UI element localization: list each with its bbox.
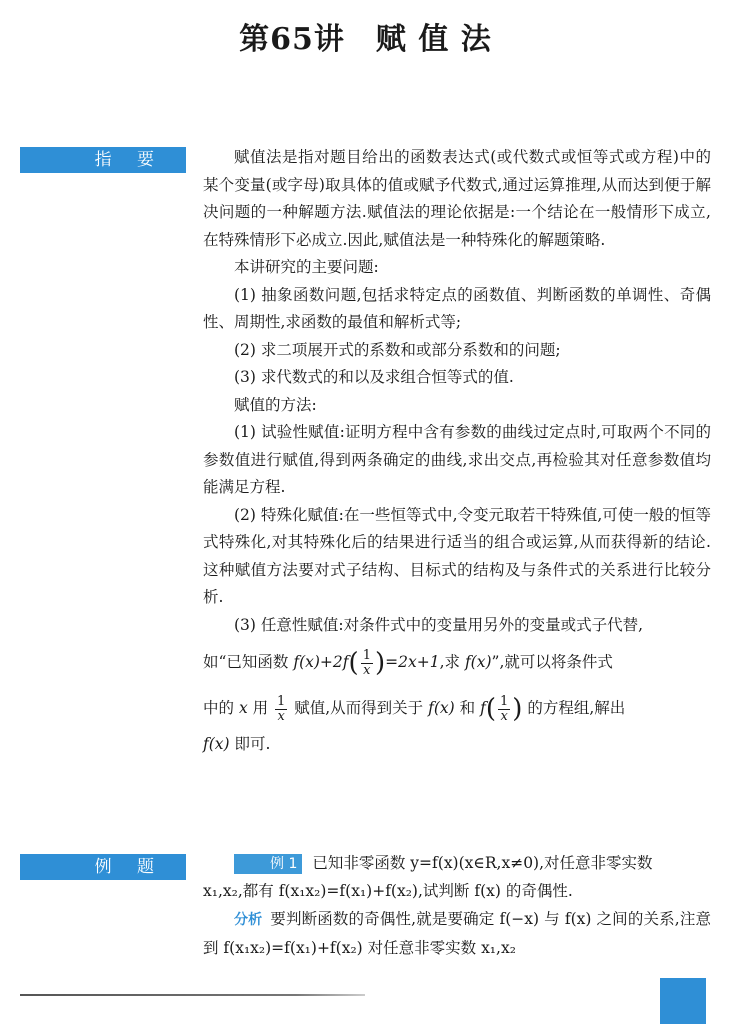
example-problem-line: x₁,x₂,都有 f(x₁x₂)=f(x₁)+f(x₂),试判断 f(x) 的奇偶性. xyxy=(203,882,573,900)
example-analysis xyxy=(203,905,711,962)
summary-paragraph: 本讲研究的主要问题: xyxy=(234,258,379,276)
fraction-denominator: x xyxy=(363,662,371,678)
summary-paragraph: 赋值的方法: xyxy=(234,395,317,414)
right-paren: ) xyxy=(512,694,523,724)
summary-paragraph: 赋值法是指对题目给出的函数表达式(或代数式或恒等式或方程)中的某个变量(或字母)取具体的值或赋予代数式,通过运算推理,从而达到便于解决问题的一种解题方法.赋值法的理论依据是:一个结论在一般情形下成立,在特殊情形下必成立.因此,赋值法是一种特殊化的解题策略. xyxy=(203,148,711,249)
fraction-numerator: 1 xyxy=(362,647,371,663)
math-example-line xyxy=(203,685,711,731)
section-label-examples: 例 题 xyxy=(20,854,186,880)
fraction xyxy=(275,695,287,724)
text-span: 用 xyxy=(247,699,274,717)
example-content xyxy=(203,849,711,962)
example-problem xyxy=(203,849,711,877)
fraction-denominator: x xyxy=(500,708,508,724)
fraction xyxy=(498,695,510,724)
page-corner-tab xyxy=(660,978,706,1024)
math-expression: f(x) xyxy=(464,653,492,671)
text-span: 中的 xyxy=(203,699,239,717)
summary-paragraph: (3) 求代数式的和以及求组合恒等式的值. xyxy=(234,368,514,386)
right-paren: ) xyxy=(374,648,386,678)
math-expression: =2x+1 xyxy=(385,653,440,671)
text-span: ,求 xyxy=(439,653,465,671)
summary-content xyxy=(203,144,711,759)
summary-paragraph xyxy=(203,731,711,759)
fraction-denominator: x xyxy=(277,708,285,724)
math-expression: f(x)+2f xyxy=(293,653,349,671)
fraction-numerator: 1 xyxy=(277,693,286,709)
text-span: ”,就可以将条件式 xyxy=(491,653,613,671)
math-expression: f(x) xyxy=(428,699,455,717)
math-expression: f xyxy=(480,699,486,717)
analysis-label: 分析 xyxy=(234,912,263,928)
summary-paragraph: (3) 任意性赋值:对条件式中的变量用另外的变量或式子代替, xyxy=(234,615,644,634)
text-span: 如“已知函数 xyxy=(203,653,294,671)
summary-paragraph: (1) 抽象函数问题,包括求特定点的函数值、判断函数的单调性、奇偶性、周期性,求函数的最值和解析式等; xyxy=(203,285,711,331)
text-span: 赋值,从而得到关于 xyxy=(289,699,429,717)
text-span: 和 xyxy=(454,699,481,717)
text-span: 即可. xyxy=(229,735,271,753)
summary-paragraph: (2) 求二项展开式的系数和或部分系数和的问题; xyxy=(234,340,561,359)
footer-rule xyxy=(20,994,365,996)
left-paren: ( xyxy=(348,648,359,678)
math-expression: f(x) xyxy=(203,735,230,753)
text-span: 的方程组,解出 xyxy=(522,699,626,717)
summary-paragraph: (2) 特殊化赋值:在一些恒等式中,令变元取若干特殊值,可使一般的恒等式特殊化,对其特殊化后的结果进行适当的组合或运算,从而获得新的结论.这种赋值方法要对式子结构、目标式的结构及与条件式的关系进行比较分析. xyxy=(203,505,711,606)
text-span: 已知非零函数 y=f(x)(x∈R,x≠0),对任意非零实数 xyxy=(312,854,653,872)
left-paren: ( xyxy=(485,694,496,724)
section-label-summary: 指 要 xyxy=(20,147,186,173)
math-example-line xyxy=(203,639,711,685)
page-title: 第65讲 赋 值 法 xyxy=(239,22,492,57)
fraction xyxy=(361,649,373,678)
summary-paragraph: (1) 试验性赋值:证明方程中含有参数的曲线过定点时,可取两个不同的参数值进行赋值,得到两条确定的曲线,求出交点,再检验其对任意参数值均能满足方程. xyxy=(203,423,711,496)
example-badge: 例 1 xyxy=(234,854,302,874)
math-expression: x xyxy=(238,699,248,717)
text-span: 要判断函数的奇偶性,就是要确定 f(−x) 与 f(x) 之间的关系,注意到 f(x₁x₂)=f(x₁)+f(x₂) 对任意非零实数 x₁,x₂ xyxy=(203,910,711,957)
fraction-numerator: 1 xyxy=(499,693,509,709)
